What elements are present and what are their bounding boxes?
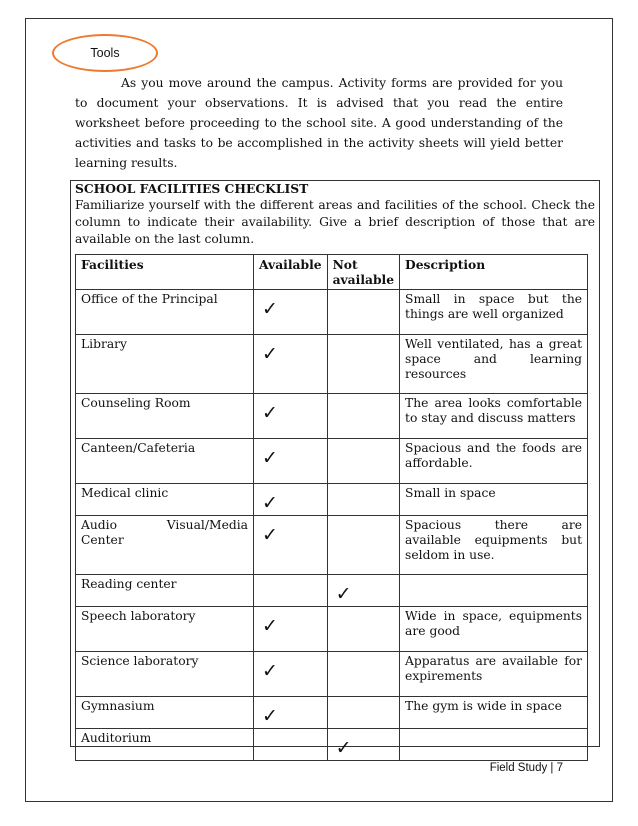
- header-available: Available: [254, 255, 328, 290]
- facility-description: Well ventilated, has a great space and learning resources: [400, 335, 588, 394]
- table-row: [76, 652, 588, 697]
- check-icon: ✓: [262, 615, 278, 637]
- facility-name: Auditorium: [76, 729, 254, 761]
- check-icon: ✓: [335, 737, 352, 759]
- available-cell: [254, 516, 328, 575]
- facility-name: Audio Visual/Media Center: [76, 516, 254, 575]
- table-row: [76, 575, 588, 607]
- checklist-title: SCHOOL FACILITIES CHECKLIST: [75, 181, 309, 196]
- available-cell: [254, 729, 328, 761]
- not-available-cell: [327, 484, 399, 516]
- not-available-cell: [327, 394, 399, 439]
- not-available-cell: [327, 290, 399, 335]
- facility-name: Gymnasium: [76, 697, 254, 729]
- facility-name: Speech laboratory: [76, 607, 254, 652]
- facility-description: [400, 575, 588, 607]
- facility-description: Spacious and the foods are affordable.: [400, 439, 588, 484]
- table-row: [76, 729, 588, 761]
- table-row: [76, 290, 588, 335]
- facility-name: Office of the Principal: [76, 290, 254, 335]
- not-available-cell: [327, 575, 399, 607]
- header-description: Description: [400, 255, 588, 290]
- facility-description: The gym is wide in space: [400, 697, 588, 729]
- available-cell: [254, 290, 328, 335]
- not-available-cell: [327, 697, 399, 729]
- not-available-cell: [327, 516, 399, 575]
- check-icon: ✓: [262, 705, 278, 727]
- table-row: [76, 607, 588, 652]
- available-cell: [254, 484, 328, 516]
- facility-name: Reading center: [76, 575, 254, 607]
- table-row: [76, 697, 588, 729]
- check-icon: ✓: [262, 492, 278, 514]
- available-cell: [254, 652, 328, 697]
- check-icon: ✓: [335, 583, 352, 605]
- table-row: [76, 516, 588, 575]
- facility-name: Canteen/Cafeteria: [76, 439, 254, 484]
- check-icon: ✓: [262, 343, 278, 365]
- check-icon: ✓: [262, 298, 278, 320]
- intro-paragraph: As you move around the campus. Activity forms are provided for you to document your observations. It is advised that you read the entire worksheet before proceeding to the school site. A good understanding of the activities and tasks to be accomplished in the activity sheets will yield better learning results.: [75, 76, 563, 170]
- facility-description: [400, 729, 588, 761]
- facility-name: Science laboratory: [76, 652, 254, 697]
- tools-badge: [52, 34, 158, 72]
- facility-description: Spacious there are available equipments but seldom in use.: [400, 516, 588, 575]
- facility-description: Wide in space, equipments are good: [400, 607, 588, 652]
- available-cell: [254, 607, 328, 652]
- facility-description: Small in space: [400, 484, 588, 516]
- table-row: [76, 439, 588, 484]
- table-row: [76, 335, 588, 394]
- checklist-instructions: Familiarize yourself with the different areas and facilities of the school. Check the column to indicate their availability. Give a brief description of those that are available on the last column.: [75, 198, 595, 246]
- tools-badge-label: Tools: [90, 46, 120, 60]
- page-footer: Field Study | 7: [489, 762, 563, 774]
- facilities-table: [75, 254, 588, 761]
- not-available-cell: [327, 439, 399, 484]
- check-icon: ✓: [262, 402, 278, 424]
- header-facilities: Facilities: [76, 255, 254, 290]
- check-icon: ✓: [262, 524, 278, 546]
- table-header-row: [76, 255, 588, 290]
- facility-name: Library: [76, 335, 254, 394]
- available-cell: [254, 575, 328, 607]
- available-cell: [254, 697, 328, 729]
- check-icon: ✓: [262, 447, 278, 469]
- check-icon: ✓: [262, 660, 278, 682]
- facility-description: Small in space but the things are well organized: [400, 290, 588, 335]
- not-available-cell: [327, 652, 399, 697]
- facility-name: Medical clinic: [76, 484, 254, 516]
- table-row: [76, 484, 588, 516]
- not-available-cell: [327, 335, 399, 394]
- not-available-cell: [327, 607, 399, 652]
- available-cell: [254, 439, 328, 484]
- not-available-cell: [327, 729, 399, 761]
- facility-description: Apparatus are available for expirements: [400, 652, 588, 697]
- facility-description: The area looks comfortable to stay and discuss matters: [400, 394, 588, 439]
- facility-name: Counseling Room: [76, 394, 254, 439]
- header-not-available: Not available: [327, 255, 399, 290]
- available-cell: [254, 335, 328, 394]
- available-cell: [254, 394, 328, 439]
- table-row: [76, 394, 588, 439]
